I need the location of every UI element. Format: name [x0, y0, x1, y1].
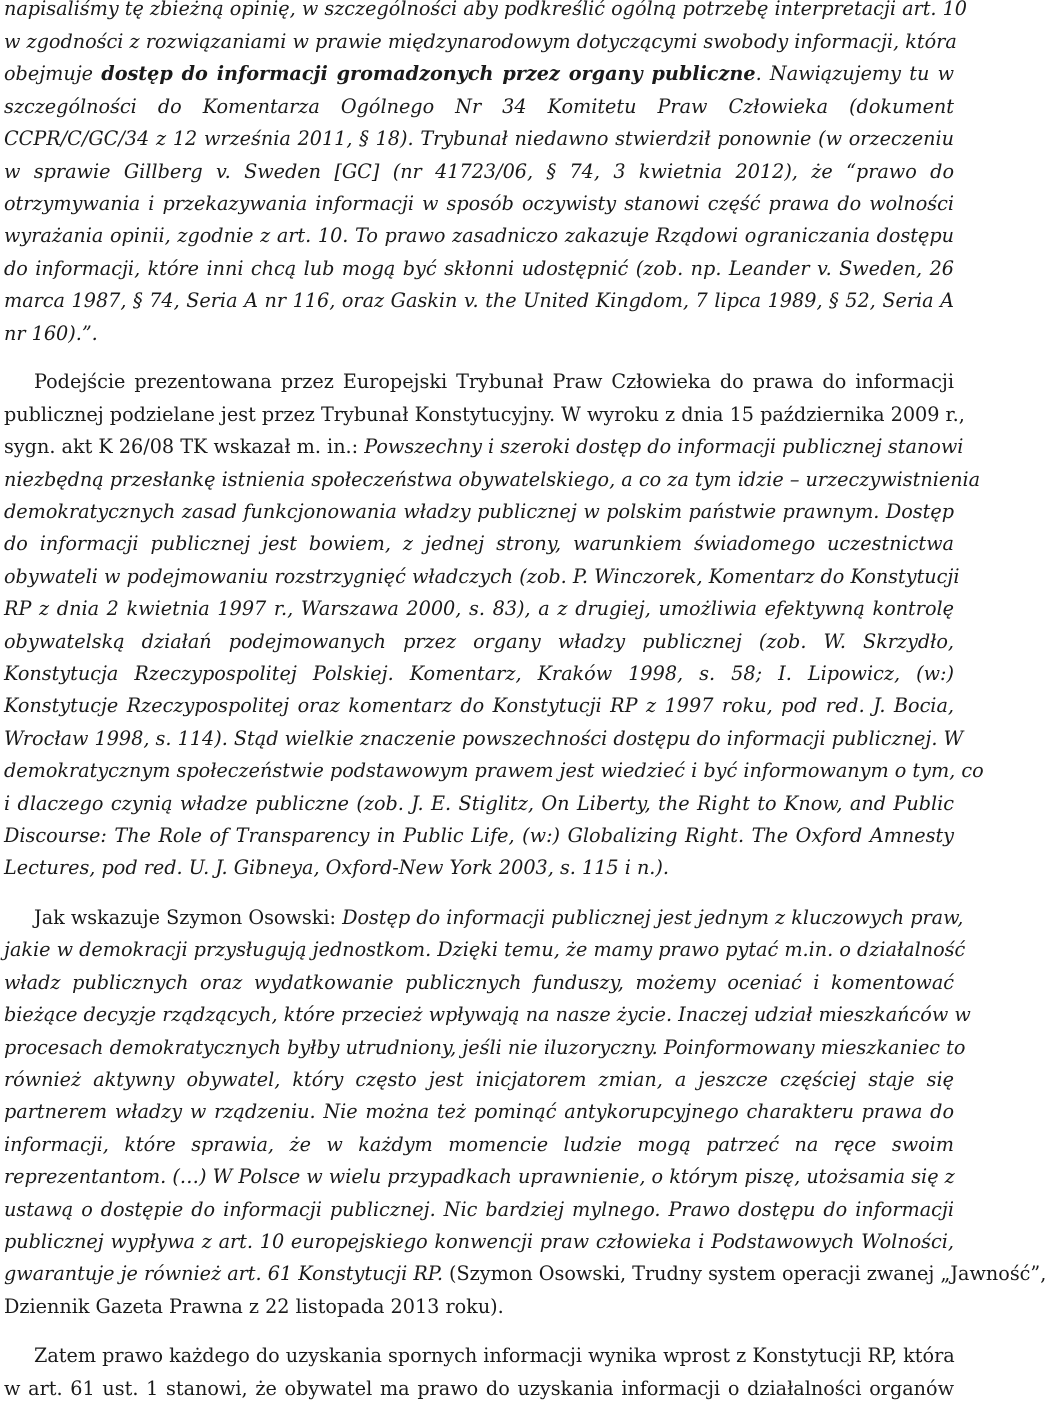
- text-line: również aktywny obywatel, który często jest inicjatorem zmian, a jeszcze częściej staje się: [4, 1068, 954, 1091]
- text-line: CCPR/C/GC/34 z 12 września 2011, § 18). Trybunał niedawno stwierdził ponownie (w orzeczeniu: [4, 127, 954, 150]
- text-line: Lectures, pod red. U. J. Gibneya, Oxford-New York 2003, s. 115 i n.).: [4, 856, 669, 879]
- text-line: do informacji, które inni chcą lub mogą być skłonni udostępnić (zob. np. Leander v. Sweden, 26: [4, 257, 954, 280]
- text-line: szczególności do Komentarza Ogólnego Nr 34 Komitetu Praw Człowieka (dokument: [4, 95, 954, 118]
- text-line: Konstytucje Rzeczypospolitej oraz komentarz do Konstytucji RP z 1997 roku, pod red. J. Bocia,: [4, 694, 954, 717]
- text-line: Podejście prezentowana przez Europejski Trybunał Praw Człowieka do prawa do informacji: [34, 370, 954, 393]
- text-line: demokratycznym społeczeństwie podstawowym prawem jest wiedzieć i być informowanym o tym, co: [4, 759, 984, 782]
- text-line: publicznej wypływa z art. 10 europejskiego konwencji praw człowieka i Podstawowych Wolności,: [4, 1230, 954, 1253]
- text-line: Zatem prawo każdego do uzyskania spornych informacji wynika wprost z Konstytucji RP, która: [34, 1344, 955, 1367]
- text-line: władz publicznych oraz wydatkowanie publicznych funduszy, możemy oceniać i komentować: [4, 971, 954, 994]
- text-line: i dlaczego czynią władze publiczne (zob. J. E. Stiglitz, On Liberty, the Right to Know, and Public: [4, 792, 954, 815]
- text-line: obejmuje dostęp do informacji gromadzonych przez organy publiczne. Nawiązujemy tu w: [4, 62, 955, 85]
- text-line: Jak wskazuje Szymon Osowski: Dostęp do informacji publicznej jest jednym z kluczowych praw,: [34, 906, 964, 929]
- text-line: napisaliśmy tę zbieżną opinię, w szczególności aby podkreślić ogólną potrzebę interpretacji art. 10: [4, 0, 968, 20]
- text-line: wyrażania opinii, zgodnie z art. 10. To prawo zasadniczo zakazuje Rządowi ograniczania dostępu: [4, 224, 954, 247]
- text-line: obywatelską działań podejmowanych przez organy władzy publicznej (zob. W. Skrzydło,: [4, 630, 954, 653]
- text-line: publicznej podzielane jest przez Trybunał Konstytucyjny. W wyroku z dnia 15 października 2009 r.,: [4, 403, 965, 426]
- text-line: w zgodności z rozwiązaniami w prawie międzynarodowym dotyczącymi swobody informacji, która: [4, 30, 957, 53]
- text-line: RP z dnia 2 kwietnia 1997 r., Warszawa 2000, s. 83), a z drugiej, umożliwia efektywną kontrolę: [4, 597, 954, 620]
- text-line: demokratycznych zasad funkcjonowania władzy publicznej w polskim państwie prawnym. Dostęp: [4, 500, 954, 523]
- text-line: otrzymywania i przekazywania informacji w sposób oczywisty stanowi część prawa do wolności: [4, 192, 954, 215]
- text-line: informacji, które sprawia, że w każdym momencie ludzie mogą patrzeć na ręce swoim: [4, 1133, 954, 1156]
- text-line: jakie w demokracji przysługują jednostkom. Dzięki temu, że mamy prawo pytać m.in. o działalność: [4, 938, 966, 961]
- text-line: marca 1987, § 74, Seria A nr 116, oraz Gaskin v. the United Kingdom, 7 lipca 1989, § 52, Seria A: [4, 289, 954, 312]
- text-line: procesach demokratycznych byłby utrudniony, jeśli nie iluzoryczny. Poinformowany mieszkaniec to: [4, 1036, 966, 1059]
- text-line: reprezentantom. (…) W Polsce w wielu przypadkach uprawnienie, o którym piszę, utożsamia się z: [4, 1165, 955, 1188]
- text-line: bieżące decyzje rządzących, które przecież wpływają na nasze życie. Inaczej udział mieszkańców w: [4, 1003, 971, 1026]
- text-line: niezbędną przesłankę istnienia społeczeństwa obywatelskiego, a co za tym idzie – urzeczywistnienia: [4, 468, 981, 491]
- text-line: Discourse: The Role of Transparency in Public Life, (w:) Globalizing Right. The Oxford Amnesty: [4, 824, 954, 847]
- text-line: Wrocław 1998, s. 114). Stąd wielkie znaczenie powszechności dostępu do informacji publicznej. W: [4, 727, 964, 750]
- text-line: Konstytucja Rzeczypospolitej Polskiej. Komentarz, Kraków 1998, s. 58; I. Lipowicz, (w:): [4, 662, 954, 685]
- text-line: gwarantuje je również art. 61 Konstytucji RP. (Szymon Osowski, Trudny system operacji zwanej „Jawność”,: [4, 1262, 1046, 1285]
- text-line: nr 160).”.: [4, 322, 98, 345]
- text-line: partnerem władzy w rządzeniu. Nie można też pominąć antykorupcyjnego charakteru prawa do: [4, 1100, 954, 1123]
- text-line: ustawą o dostępie do informacji publicznej. Nic bardziej mylnego. Prawo dostępu do informacji: [4, 1198, 954, 1221]
- text-line: w art. 61 ust. 1 stanowi, że obywatel ma prawo do uzyskania informacji o działalności organów: [4, 1377, 954, 1400]
- text-line: Dziennik Gazeta Prawna z 22 listopada 2013 roku).: [4, 1295, 504, 1318]
- text-line: sygn. akt K 26/08 TK wskazał m. in.: Powszechny i szeroki dostęp do informacji publicznej stanowi: [4, 435, 964, 458]
- text-line: w sprawie Gillberg v. Sweden [GC] (nr 41723/06, § 74, 3 kwietnia 2012), że “prawo do: [4, 160, 954, 183]
- text-line: obywateli w podejmowaniu rozstrzygnięć władczych (zob. P. Winczorek, Komentarz do Konstytucji: [4, 565, 960, 588]
- text-line: do informacji publicznej jest bowiem, z jednej strony, warunkiem świadomego uczestnictwa: [4, 532, 954, 555]
